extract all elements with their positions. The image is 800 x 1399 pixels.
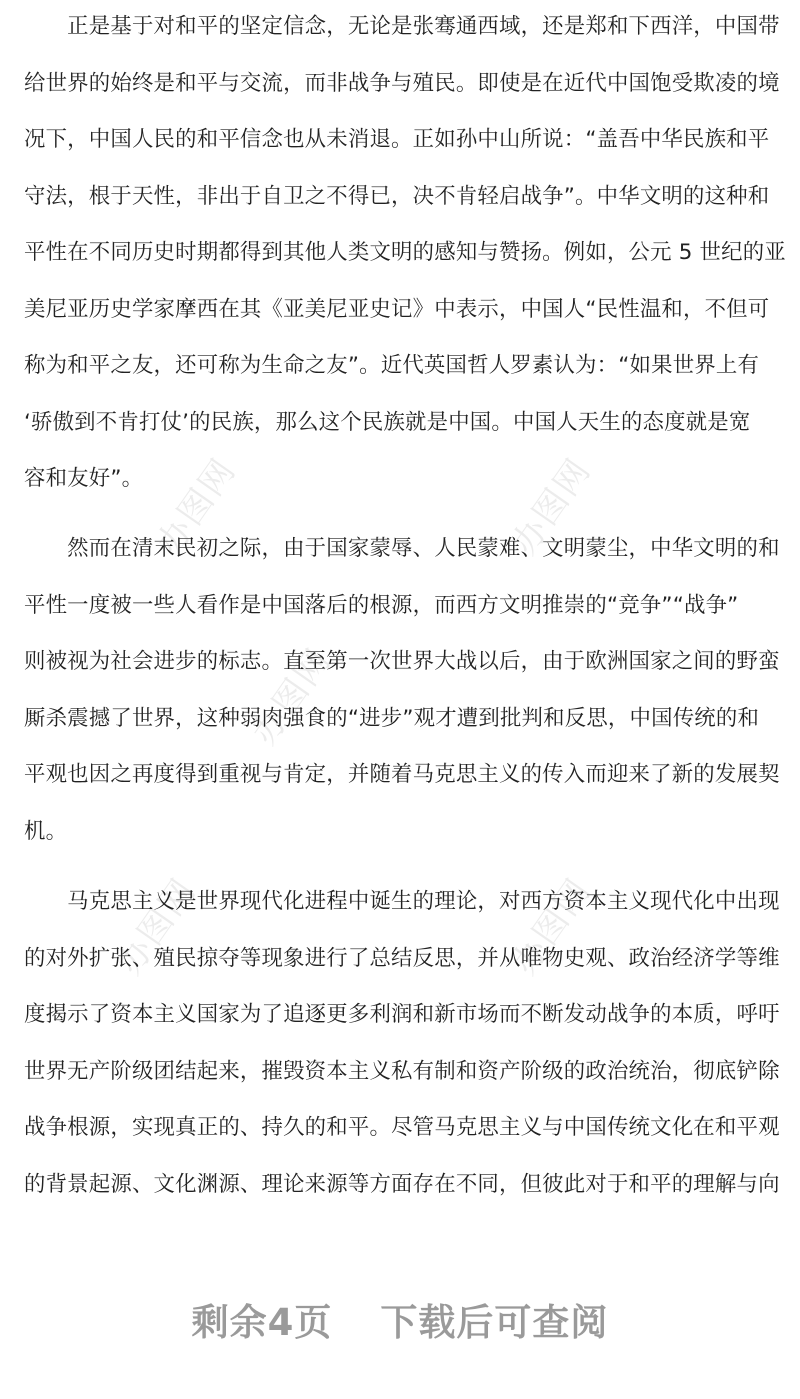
text-line: 美尼亚历史学家摩西在其《亚美尼亚史记》中表示，中国人“民性温和，不但可 <box>24 296 770 322</box>
text-line: 正是基于对和平的坚定信念，无论是张骞通西域，还是郑和下西洋，中国带 <box>24 14 780 39</box>
paragraph-1 <box>24 0 786 508</box>
text-line: 的背景起源、文化渊源、理论来源等方面存在不同，但彼此对于和平的理解与向 <box>24 1171 780 1197</box>
watermark: 办图网 <box>149 450 245 563</box>
text-line: 平性在不同历史时期都得到其他人类文明的感知与赞扬。例如，公元 5 世纪的亚 <box>24 240 786 265</box>
text-line: 马克思主义是世界现代化进程中诞生的理论，对西方资本主义现代化中出现 <box>24 889 780 914</box>
watermark: 办图网 <box>504 450 600 563</box>
text-line: 世界无产阶级团结起来，摧毁资本主义私有制和资产阶级的政治统治，彻底铲除 <box>24 1058 780 1084</box>
text-line: 给世界的始终是和平与交流，而非战争与殖民。即使是在近代中国饱受欺凌的境 <box>24 70 780 96</box>
watermark: 办图网 <box>504 870 600 983</box>
remaining-pages-notice[interactable] <box>0 1292 800 1346</box>
watermark: 办图网 <box>109 870 205 983</box>
text-line: 容和友好”。 <box>24 466 144 491</box>
text-line: 机。 <box>24 818 68 844</box>
text-line: 厮杀震撼了世界，这种弱肉强食的“进步”观才遭到批判和反思，中国传统的和 <box>24 705 760 731</box>
remaining-pages-label: 剩余4页 <box>191 1301 333 1344</box>
text-line: 况下，中国人民的和平信念也从未消退。正如孙中山所说：“盖吾中华民族和平 <box>24 127 770 152</box>
text-line: 则被视为社会进步的标志。直至第一次世界大战以后，由于欧洲国家之间的野蛮 <box>24 649 780 674</box>
download-to-view-label: 下载后可查阅 <box>380 1301 609 1344</box>
text-line: 然而在清末民初之际，由于国家蒙辱、人民蒙难、文明蒙尘，中华文明的和 <box>24 536 780 561</box>
paragraph-3 <box>24 874 780 1213</box>
text-line: 度揭示了资本主义国家为了追逐更多利润和新市场而不断发动战争的本质，呼吁 <box>24 1002 780 1027</box>
watermark: 办图网 <box>244 640 340 753</box>
text-line: 称为和平之友，还可称为生命之友”。近代英国哲人罗素认为：“如果世界上有 <box>24 353 760 378</box>
text-line: 战争根源，实现真正的、持久的和平。尽管马克思主义与中国传统文化在和平观 <box>24 1115 780 1140</box>
text-line: 平观也因之再度得到重视与肯定，并随着马克思主义的传入而迎来了新的发展契 <box>24 762 780 787</box>
paragraph-2 <box>24 521 780 860</box>
text-line: 守法，根于天性，非出于自卫之不得已，决不肯轻启战争”。中华文明的这种和 <box>24 183 770 209</box>
text-line: 平性一度被一些人看作是中国落后的根源，而西方文明推崇的“竞争”“战争” <box>24 592 739 618</box>
text-line: 的对外扩张、殖民掠夺等现象进行了总结反思，并从唯物史观、政治经济学等维 <box>24 945 780 971</box>
text-line: ‘骄傲到不肯打仗’的民族，那么这个民族就是中国。中国人天生的态度就是宽 <box>24 409 751 435</box>
